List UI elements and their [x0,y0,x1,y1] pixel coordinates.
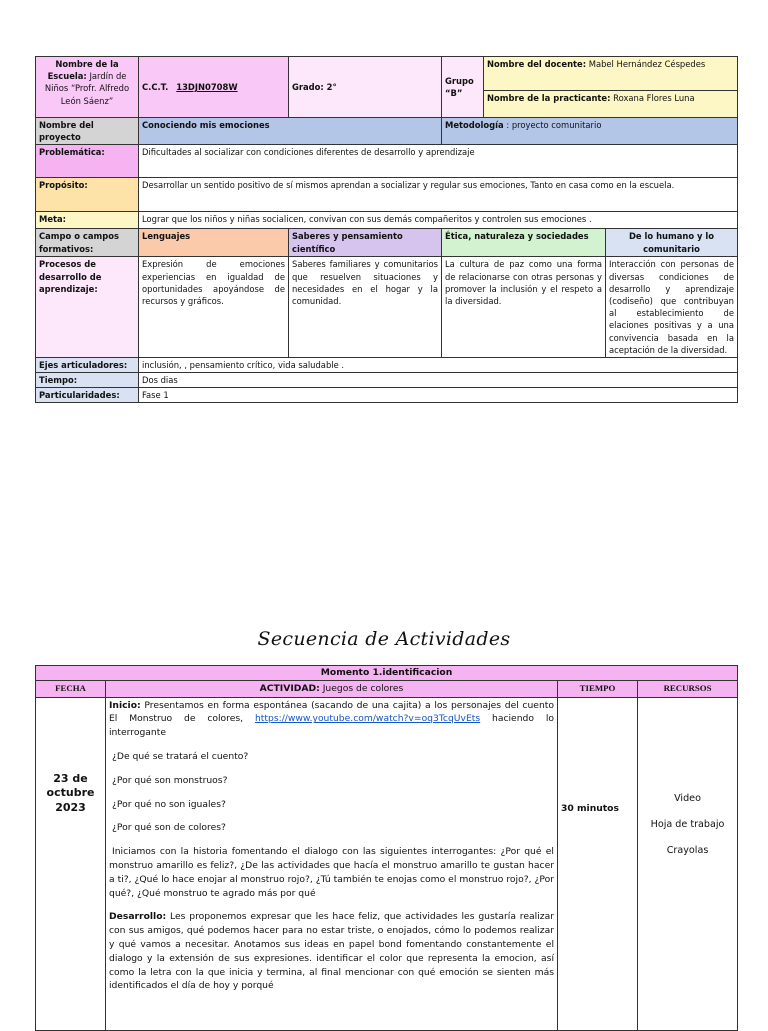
problem-value: Dificultades al socializar con condiciones diferentes de desarrollo y aprendizaje [139,145,738,178]
inicio-text: Presentamos en forma espontánea (sacando de una cajita) a los personajes del cuento El Monstruo de colores, [109,699,555,725]
time-label-cell [36,373,139,388]
grade-label: Grado: 2° [292,81,337,92]
axes-label: Ejes articuladores: [39,359,128,370]
goal-label: Meta: [39,214,67,225]
resource-video: Video [674,792,701,804]
desarrollo-text: Les proponemos expresar que les hace feliz, que actividades les gustaría realizar con sus amigos, qué podemos hacer para no estar triste, o enojados, cómo lo podemos realizar y qué vamos a necesitar. Anotamos sus ideas en papel bond fomentando constantemente el dialogo y la extensión de sus expresiones. identificar el color que representa la emocion, así como la letra con la que inicia y termina, al final mencionar con qué emoción se sienten más identificados el día de hoy y porqué [109,911,554,992]
fields-label-cell [36,229,139,257]
actividad-header [106,680,558,697]
date-cell [36,697,106,1030]
process-saberes: Saberes familiares y comunitarios que resuelven situaciones y necesidades en el hogar y la comunidad. [289,257,442,358]
activity-date: 23 de octubre 2023 [46,771,95,815]
school-cell [36,57,139,118]
desarrollo-label: Desarrollo: [109,911,167,923]
purpose-value: Desarrollar un sentido positivo de sí mismos aprendan a socializar y regular sus emociones, Tanto en casa como en la escuela. [139,178,738,212]
processes-label: Procesos de desarrollo de aprendizaje: [39,259,102,294]
desarrollo-paragraph [109,910,554,993]
process-humano: Interacción con personas de diversas condiciones de desarrollo y aprendizaje (codiseño) que contribuyan al establecimiento de elaciones positivas y a una convivencia basada en la aceptación de la diversidad. [606,257,738,358]
axes-value: inclusión, , pensamiento crítico, vida saludable . [139,357,738,372]
time-label: Tiempo: [39,375,78,386]
question-4: ¿Por qué son de colores? [112,822,226,834]
resource-worksheet: Hoja de trabajo [650,818,725,830]
teacher-name: Mabel Hernández Céspedes [588,59,706,69]
inicio-label: Inicio: [109,699,141,711]
inicio-paragraph [109,699,554,740]
activity-description [106,697,558,1030]
practicante-cell [484,91,738,118]
momento-header [36,666,738,681]
methodology-value: : proyecto comunitario [506,120,602,130]
project-label: Nombre del proyecto [39,120,94,143]
purpose-label: Propósito: [39,180,88,191]
cct-label: C.C.T. [142,81,169,92]
group-label: Grupo [445,75,474,86]
process-etica: La cultura de paz como una forma de relacionarse con otras personas y promover la inclusión y el respeto a la diversidad. [442,257,606,358]
axes-label-cell [36,357,139,372]
actividad-value: Juegos de colores [322,682,404,694]
video-link[interactable]: https://www.youtube.com/watch?v=oq3TcqUvEts [254,713,481,725]
field-humano: De lo humano y lo comunitario [606,229,738,257]
school-label: Nombre de la Escuela: [47,59,119,82]
field-saberes: Saberes y pensamiento científico [289,229,442,257]
goal-label-cell [36,212,139,229]
goal-value: Lograr que los niños y niñas socialicen, convivan con sus demás compañeritos y controlen sus emociones . [139,212,738,229]
momento-title: Momento 1.identificacion [320,667,453,678]
resources-cell [638,697,738,1030]
group-value: “B” [445,88,463,98]
project-name: Conociendo mis emociones [142,120,270,130]
school-name: Jardín de Niños “Profr. Alfredo León Sáenz” [44,71,130,106]
recursos-header: RECURSOS [638,680,738,697]
teacher-label: Nombre del docente: [487,59,587,69]
methodology-cell [442,118,738,145]
tiempo-header: TIEMPO [558,680,638,697]
question-1: ¿De qué se tratará el cuento? [112,750,249,762]
activity-duration: 30 minutos [561,802,619,814]
problem-label-cell [36,145,139,178]
methodology-label: Metodología [445,120,504,130]
cct-cell [139,57,289,118]
field-lenguajes: Lenguajes [139,229,289,257]
sequence-table [35,665,738,1031]
cct-value: 13DJN0708W [176,81,238,92]
particularities-label: Particularidades: [39,390,120,401]
purpose-label-cell [36,178,139,212]
planning-table [35,56,738,403]
actividad-label: ACTIVIDAD: [259,682,320,694]
project-label-cell [36,118,139,145]
practicante-label: Nombre de la practicante: [487,93,611,103]
teacher-cell [484,57,738,91]
fecha-header: FECHA [36,680,106,697]
question-2: ¿Por qué son monstruos? [112,774,228,786]
dialogo-paragraph: Iniciamos con la historia fomentando el dialogo con las siguientes interrogantes: ¿Por qué el monstruo amarillo es feliz?, ¿De las actividades que hacía el monstruo amarillo te gustan hacer a ti?, ¿Qué lo hace enojar al monstruo rojo?, ¿Tú también te enojas como el monstruo rojo?, ¿Por qué?, ¿Qué monstruo te agrado más por qué [109,846,554,899]
processes-label-cell [36,257,139,358]
question-3: ¿Por qué no son iguales? [112,798,226,810]
particularities-value: Fase 1 [139,388,738,403]
particularities-label-cell [36,388,139,403]
sequence-title: Secuencia de Actividades [257,628,511,650]
project-name-cell [139,118,442,145]
field-etica: Ética, naturaleza y sociedades [442,229,606,257]
practicante-name: Roxana Flores Luna [613,93,695,103]
process-lenguajes: Expresión de emociones experiencias en igualdad de oportunidades apoyándose de recursos y gráficos. [139,257,289,358]
inicio-tail: haciendo lo interrogante [109,713,554,739]
resource-crayons: Crayolas [666,845,709,857]
duration-cell [558,697,638,1030]
grade-cell [289,57,442,118]
time-value: Dos dias [139,373,738,388]
fields-label: Campo o campos formativos: [39,231,119,254]
problem-label: Problemática: [39,147,105,158]
group-cell [442,57,484,118]
